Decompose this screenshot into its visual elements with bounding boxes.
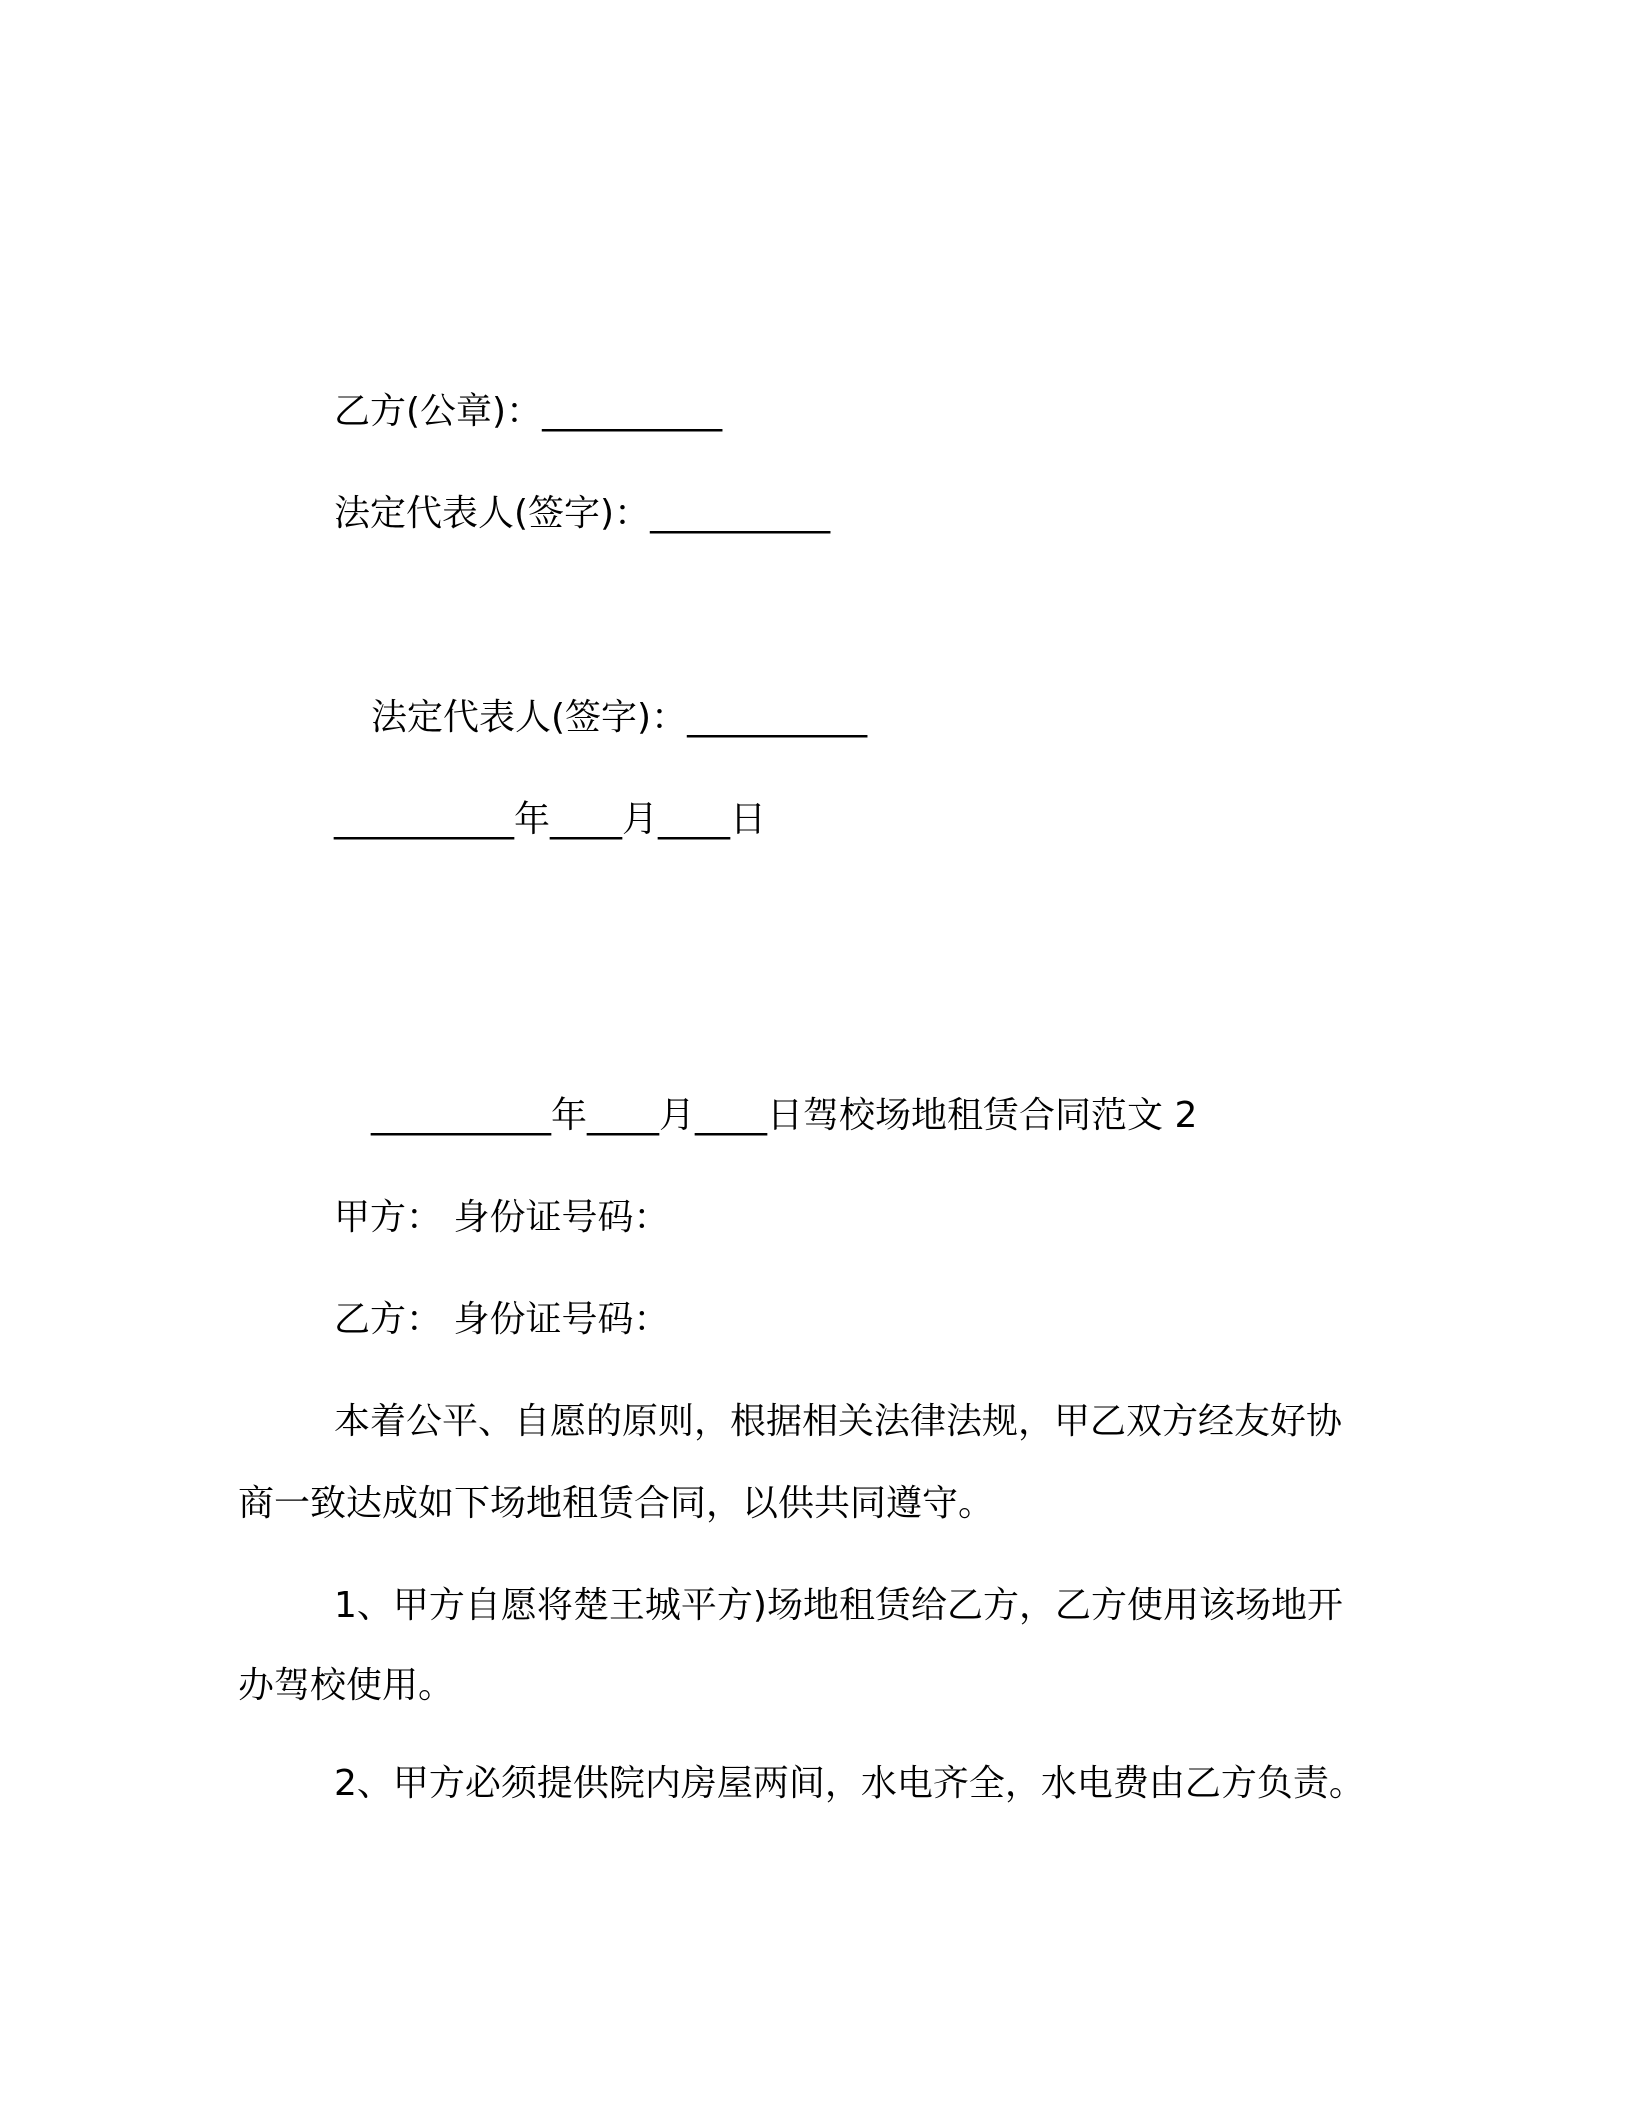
clause-1-line-2: 办驾校使用。 [238, 1665, 455, 1706]
paragraph-intro-line-1: 本着公平、自愿的原则，根据相关法律法规，甲乙双方经友好协 [334, 1401, 1343, 1442]
party-a-id-line: 甲方： 身份证号码： [334, 1197, 670, 1238]
date-line-1: __________年____月____日 [334, 799, 766, 840]
legal-rep-signature-line-2: 法定代表人(签字)：__________ [371, 697, 868, 738]
clause-1-line-1: 1、甲方自愿将楚王城平方)场地租赁给乙方，乙方使用该场地开 [334, 1585, 1343, 1626]
party-b-seal-line: 乙方(公章)：__________ [334, 391, 723, 432]
clause-2-line-1: 2、甲方必须提供院内房屋两间，水电齐全，水电费由乙方负责。 [334, 1763, 1365, 1804]
contract-title-line: __________年____月____日驾校场地租赁合同范文 2 [371, 1095, 1198, 1136]
party-b-id-line: 乙方： 身份证号码： [334, 1299, 670, 1340]
legal-rep-signature-line-1: 法定代表人(签字)：__________ [334, 493, 831, 534]
paragraph-intro-line-2: 商一致达成如下场地租赁合同，以供共同遵守。 [238, 1483, 995, 1524]
